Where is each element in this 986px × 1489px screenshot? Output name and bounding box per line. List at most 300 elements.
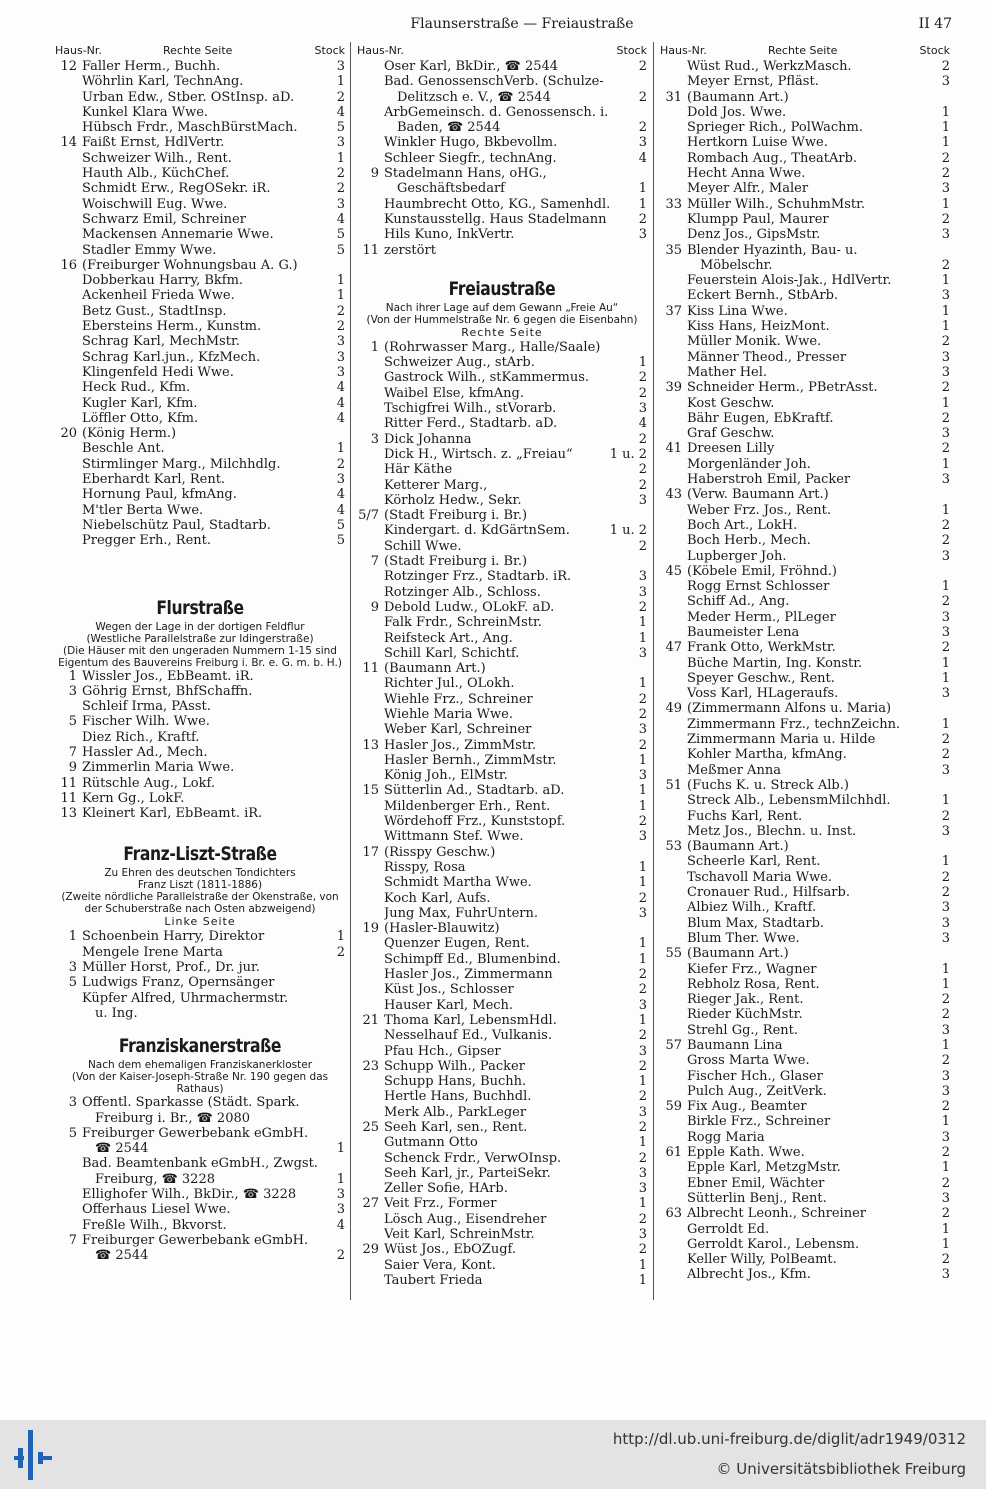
resident-name: u. Ing. xyxy=(95,1005,138,1021)
resident-name: (Hasler-Blauwitz) xyxy=(384,921,500,937)
resident-name: Rogg Maria xyxy=(687,1129,765,1145)
resident-name: Denz Jos., GipsMstr. xyxy=(687,227,821,243)
list-item xyxy=(357,906,647,921)
house-number: 41 xyxy=(665,441,682,457)
list-item xyxy=(55,1172,345,1187)
floor-number: 2 xyxy=(336,456,345,472)
list-item xyxy=(660,1114,950,1129)
list-item xyxy=(55,1126,345,1141)
house-number: 59 xyxy=(665,1099,682,1115)
list-item xyxy=(55,74,345,89)
resident-name: Rieger Jak., Rent. xyxy=(687,992,804,1008)
floor-number: 2 xyxy=(638,1058,647,1074)
resident-name: Schoenbein Harry, Direktor xyxy=(82,929,265,945)
resident-name: Schmidt Martha Wwe. xyxy=(384,875,532,891)
list-item xyxy=(357,936,647,951)
house-number: 57 xyxy=(665,1038,682,1053)
resident-name: Kiss Lina Wwe. xyxy=(687,303,788,319)
house-number: 43 xyxy=(665,487,682,503)
resident-name: Klingenfeld Hedi Wwe. xyxy=(82,364,234,380)
floor-number: 3 xyxy=(336,472,345,488)
floor-number: 3 xyxy=(638,584,647,600)
list-item xyxy=(660,671,950,686)
floor-number: 2 xyxy=(336,89,345,105)
list-item xyxy=(55,518,345,533)
footer-bar xyxy=(0,1420,986,1489)
resident-name: Delitzsch e. V., ☎ 2544 xyxy=(397,89,551,105)
floor-number: 3 xyxy=(638,829,647,845)
resident-name: Schweizer Wilh., Rent. xyxy=(82,150,232,166)
resident-name: (Köbele Emil, Fröhnd.) xyxy=(687,563,837,579)
list-item xyxy=(55,304,345,319)
resident-name: Fischer Wilh. Wwe. xyxy=(82,714,210,730)
list-item xyxy=(660,594,950,609)
list-item xyxy=(55,380,345,395)
floor-number: 3 xyxy=(638,401,647,417)
list-item xyxy=(357,569,647,584)
list-item xyxy=(660,90,950,105)
list-item xyxy=(55,181,345,196)
resident-name: Schweizer Aug., stArb. xyxy=(384,355,535,371)
house-number: 9 xyxy=(370,599,379,615)
list-item xyxy=(357,738,647,753)
floor-number: 3 xyxy=(638,1104,647,1120)
list-item xyxy=(55,806,345,821)
resident-name: Freiburg, ☎ 3228 xyxy=(95,1171,215,1187)
resident-name: ☎ 2544 xyxy=(95,1248,149,1264)
floor-number: 3 xyxy=(941,426,950,442)
floor-number: 2 xyxy=(336,181,345,197)
list-item xyxy=(55,288,345,303)
floor-number: 2 xyxy=(638,1028,647,1044)
house-number: 55 xyxy=(665,946,682,962)
resident-name: Speyer Geschw., Rent. xyxy=(687,670,835,686)
franz-liszt-list xyxy=(55,929,345,1021)
resident-name: Sütterlin Ad., Stadtarb. aD. xyxy=(384,783,565,799)
floor-number: 1 xyxy=(638,615,647,631)
street-note: Zu Ehren des deutschen Tondichters Franz Liszt (1811-1886) (Zweite nördliche Parallelstraße der Okenstraße, von der Schuberstraße nach Osten abzweigend) xyxy=(61,867,339,916)
resident-name: Öffentl. Sparkasse (Städt. Spark. xyxy=(82,1095,300,1111)
floor-number: 1 xyxy=(638,1012,647,1028)
resident-name: (Freiburger Wohnungsbau A. G.) xyxy=(82,257,298,273)
resident-name: Zimmermann Maria u. Hilde xyxy=(687,732,876,748)
floor-number: 1 xyxy=(941,961,950,977)
resident-name: Dobberkau Harry, Bkfm. xyxy=(82,273,244,289)
floor-number: 1 u. 2 xyxy=(609,446,647,462)
resident-name: (Baumann Art.) xyxy=(687,89,789,105)
list-item xyxy=(357,166,647,181)
floor-number: 1 xyxy=(638,783,647,799)
resident-name: Ketterer Marg., xyxy=(384,477,488,493)
resident-name: Morgenländer Joh. xyxy=(687,456,811,472)
floor-number: 2 xyxy=(638,599,647,615)
side-header: Rechte Seite xyxy=(163,44,233,57)
resident-name: zerstört xyxy=(384,242,436,258)
list-item xyxy=(357,120,647,135)
floor-number: 3 xyxy=(336,196,345,212)
list-item xyxy=(357,416,647,431)
list-item xyxy=(660,1099,950,1114)
resident-name: Nesselhauf Ed., Vulkanis. xyxy=(384,1028,552,1044)
house-number: 13 xyxy=(362,737,379,753)
floor-number: 1 xyxy=(336,929,345,945)
house-number: 33 xyxy=(665,196,682,212)
resident-name: Körholz Hedw., Sekr. xyxy=(384,492,522,508)
resident-name: Schrag Karl.jun., KfzMech. xyxy=(82,349,261,365)
house-number: 1 xyxy=(68,929,77,945)
column-header xyxy=(55,44,345,59)
house-number: 39 xyxy=(665,380,682,396)
resident-name: Beschle Ant. xyxy=(82,441,165,457)
list-item xyxy=(660,1191,950,1206)
resident-name: Weber Karl, Schreiner xyxy=(384,722,532,738)
resident-name: Eberhardt Karl, Rent. xyxy=(82,472,226,488)
resident-name: Hasler Bernh., ZimmMstr. xyxy=(384,752,557,768)
floor-number: 1 xyxy=(941,120,950,136)
list-item xyxy=(660,885,950,900)
resident-name: Zimmermann Frz., technZeichn. xyxy=(687,716,901,732)
floor-number: 4 xyxy=(638,416,647,432)
floor-number: 2 xyxy=(941,1007,950,1023)
resident-name: Weber Frz. Jos., Rent. xyxy=(687,502,832,518)
resident-name: Geschäftsbedarf xyxy=(397,181,505,197)
resident-name: Schwarz Emil, Schreiner xyxy=(82,211,246,227)
house-number: 3 xyxy=(370,431,379,447)
resident-name: Rebholz Rosa, Rent. xyxy=(687,976,820,992)
list-item xyxy=(660,1053,950,1068)
list-item xyxy=(55,503,345,518)
resident-name: (Stadt Freiburg i. Br.) xyxy=(384,554,528,570)
resident-name: Schiff Ad., Ang. xyxy=(687,594,790,610)
list-item xyxy=(357,90,647,105)
floor-number: 1 xyxy=(336,1171,345,1187)
house-number: 11 xyxy=(362,661,379,677)
list-item xyxy=(660,503,950,518)
list-item xyxy=(357,998,647,1013)
floor-number: 1 xyxy=(941,502,950,518)
floor-number: 1 xyxy=(638,936,647,952)
resident-name: Kleinert Karl, EbBeamt. iR. xyxy=(82,806,263,822)
floor-number: 1 xyxy=(941,319,950,335)
floor-number: 1 u. 2 xyxy=(609,523,647,539)
resident-name: Boch Art., LokH. xyxy=(687,517,798,533)
floor-number: 3 xyxy=(941,548,950,564)
page-header xyxy=(0,16,986,38)
list-item xyxy=(55,441,345,456)
list-item xyxy=(357,539,647,554)
floor-number: 3 xyxy=(941,1129,950,1145)
floor-number: 1 xyxy=(638,196,647,212)
list-item xyxy=(55,151,345,166)
house-number: 1 xyxy=(68,668,77,684)
list-item xyxy=(55,699,345,714)
resident-name: Strehl Gg., Rent. xyxy=(687,1022,799,1038)
house-number: 3 xyxy=(68,1095,77,1111)
house-number: 45 xyxy=(665,563,682,579)
floor-number: 3 xyxy=(336,334,345,350)
floor-number: 5 xyxy=(336,242,345,258)
resident-name: Saier Vera, Kont. xyxy=(384,1257,496,1273)
floor-number: 1 xyxy=(941,793,950,809)
list-item xyxy=(660,212,950,227)
list-item xyxy=(357,615,647,630)
resident-name: (Baumann Art.) xyxy=(687,839,789,855)
list-item xyxy=(660,916,950,931)
resident-name: Ackenheil Frieda Wwe. xyxy=(82,288,235,304)
list-item xyxy=(660,717,950,732)
resident-name: Haumbrecht Otto, KG., Samenhdl. xyxy=(384,196,611,212)
list-item xyxy=(357,860,647,875)
resident-name: Pfau Hch., Gipser xyxy=(384,1043,501,1059)
floor-number: 2 xyxy=(638,89,647,105)
resident-name: Scheerle Karl, Rent. xyxy=(687,854,821,870)
house-number: 1 xyxy=(370,339,379,355)
resident-name: Voss Karl, HLageraufs. xyxy=(687,686,839,702)
list-item xyxy=(660,74,950,89)
resident-name: Birkle Frz., Schreiner xyxy=(687,1114,831,1130)
street-title-franziskaner: Franziskanerstraße xyxy=(118,1035,282,1058)
floor-number: 2 xyxy=(941,59,950,74)
floor-number: 2 xyxy=(941,640,950,656)
list-item xyxy=(660,870,950,885)
resident-name: Pulch Aug., ZeitVerk. xyxy=(687,1083,827,1099)
resident-name: Feuerstein Alois-Jak., HdlVertr. xyxy=(687,273,892,289)
house-number: 16 xyxy=(60,257,77,273)
floor-number: 2 xyxy=(638,431,647,447)
floor-number: 2 xyxy=(941,1099,950,1115)
street-title-flurstrasse: Flurstraße xyxy=(156,596,244,619)
list-item xyxy=(55,1233,345,1248)
list-item xyxy=(660,1267,950,1282)
floor-number: 3 xyxy=(638,1043,647,1059)
list-item xyxy=(55,334,345,349)
floor-number: 2 xyxy=(336,944,345,960)
list-item xyxy=(55,166,345,181)
floor-number: 2 xyxy=(941,747,950,763)
floor-number: 2 xyxy=(638,706,647,722)
floor-number: 1 xyxy=(941,135,950,151)
resident-name: Frank Otto, WerkMstr. xyxy=(687,640,836,656)
floor-number: 1 xyxy=(336,1141,345,1157)
resident-name: Metz Jos., Blechn. u. Inst. xyxy=(687,823,857,839)
floor-number: 1 xyxy=(638,1135,647,1151)
column-divider xyxy=(350,42,351,1300)
list-item xyxy=(357,1028,647,1043)
street-note: Wegen der Lage in der dortigen Feldflur (Westliche Parallelstraße zur Idingerstraße) (Die Häuser mit den ungeraden Nummern 1-15 sind Eigentum des Bauvereins Freiburg i. Br. e. G. m. b. H.) xyxy=(58,620,342,669)
floor-number: 2 xyxy=(941,732,950,748)
floor-number: 3 xyxy=(638,997,647,1013)
list-item xyxy=(357,600,647,615)
resident-name: (Verw. Baumann Art.) xyxy=(687,487,829,503)
house-number: 35 xyxy=(665,242,682,258)
floor-number: 1 xyxy=(638,1257,647,1273)
floor-number: 2 xyxy=(941,410,950,426)
resident-name: Kern Gg., LokF. xyxy=(82,790,185,806)
resident-name: Schimpff Ed., Blumenbind. xyxy=(384,951,561,967)
flurstrasse-list xyxy=(55,669,345,822)
resident-name: Kiefer Frz., Wagner xyxy=(687,961,817,977)
resident-name: Här Käthe xyxy=(384,462,453,478)
resident-name: Blender Hyazinth, Bau- u. xyxy=(687,242,858,258)
house-number: 25 xyxy=(362,1120,379,1135)
floor-number: 2 xyxy=(941,808,950,824)
resident-name: Ludwigs Franz, Opernsänger xyxy=(82,975,275,991)
list-item xyxy=(660,1237,950,1252)
floor-number: 1 xyxy=(941,579,950,595)
column-3 xyxy=(660,44,950,1283)
resident-name: Müller Wilh., SchuhmMstr. xyxy=(687,196,866,212)
resident-name: Schill Wwe. xyxy=(384,538,462,554)
list-item xyxy=(660,992,950,1007)
floor-number: 2 xyxy=(638,211,647,227)
resident-name: Boch Herb., Mech. xyxy=(687,533,811,549)
list-item xyxy=(660,411,950,426)
list-item xyxy=(357,447,647,462)
resident-name: Schupp Wilh., Packer xyxy=(384,1058,525,1074)
resident-name: Freiburger Gewerbebank eGmbH. xyxy=(82,1232,309,1248)
floor-number: 1 xyxy=(638,1196,647,1212)
house-number: 63 xyxy=(665,1206,682,1222)
source-link[interactable]: http://dl.ub.uni-freiburg.de/diglit/adr1949/0312 xyxy=(612,1430,966,1448)
list-item xyxy=(55,1156,345,1171)
list-item xyxy=(357,692,647,707)
floor-number: 3 xyxy=(638,1181,647,1197)
floor-number: 2 xyxy=(638,370,647,386)
floor-number: 4 xyxy=(336,380,345,396)
resident-name: Keller Willy, PolBeamt. xyxy=(687,1252,837,1268)
list-item xyxy=(357,845,647,860)
floor-number: 1 xyxy=(638,951,647,967)
list-item xyxy=(357,151,647,166)
resident-name: Offerhaus Liesel Wwe. xyxy=(82,1202,231,1218)
side-header: Rechte Seite xyxy=(768,44,838,57)
floor-number: 3 xyxy=(941,364,950,380)
floor-number: 5 xyxy=(336,533,345,549)
copyright-text: © Universitätsbibliothek Freiburg xyxy=(716,1460,966,1478)
list-item xyxy=(660,1069,950,1084)
house-number: 7 xyxy=(370,554,379,570)
resident-name: Dreesen Lilly xyxy=(687,441,775,457)
floor-number: 1 xyxy=(941,196,950,212)
list-item xyxy=(357,952,647,967)
house-number: 9 xyxy=(68,760,77,776)
floor-number: 3 xyxy=(941,930,950,946)
floor-number: 3 xyxy=(941,624,950,640)
house-number: 53 xyxy=(665,839,682,855)
list-item xyxy=(357,508,647,523)
list-item xyxy=(55,273,345,288)
list-item xyxy=(660,227,950,242)
list-item xyxy=(357,59,647,74)
list-item xyxy=(660,946,950,961)
list-item xyxy=(357,243,647,258)
resident-name: (Baumann Art.) xyxy=(687,946,789,962)
list-item xyxy=(357,340,647,355)
floor-number: 1 xyxy=(336,74,345,90)
list-item xyxy=(660,931,950,946)
list-item xyxy=(660,1206,950,1221)
list-item xyxy=(357,135,647,150)
list-item xyxy=(55,975,345,990)
street-title-freiaustrasse: Freiaustraße xyxy=(448,277,556,300)
list-item xyxy=(357,493,647,508)
list-item xyxy=(357,661,647,676)
list-item xyxy=(357,982,647,997)
resident-name: Bad. Beamtenbank eGmbH., Zwgst. xyxy=(82,1156,318,1172)
floor-header: Stock xyxy=(314,44,345,57)
floor-number: 2 xyxy=(638,462,647,478)
list-item xyxy=(55,730,345,745)
floor-number: 3 xyxy=(638,1165,647,1181)
resident-name: Mather Hel. xyxy=(687,364,768,380)
floor-number: 4 xyxy=(336,1217,345,1233)
house-number: 47 xyxy=(665,640,682,656)
list-item xyxy=(55,258,345,273)
resident-name: Kindergart. d. KdGärtnSem. xyxy=(384,523,570,539)
resident-name: König Joh., ElMstr. xyxy=(384,768,508,784)
list-item xyxy=(660,441,950,456)
resident-name: Gerroldt Karol., Lebensm. xyxy=(687,1236,860,1252)
list-item xyxy=(660,962,950,977)
list-item xyxy=(660,900,950,915)
floor-number: 1 xyxy=(941,854,950,870)
resident-name: Debold Ludw., OLokF. aD. xyxy=(384,599,555,615)
floor-number: 3 xyxy=(941,762,950,778)
list-item xyxy=(55,1006,345,1021)
list-item xyxy=(357,197,647,212)
floor-number: 1 xyxy=(638,676,647,692)
resident-name: Blum Ther. Wwe. xyxy=(687,930,800,946)
list-item xyxy=(357,1258,647,1273)
floor-number: 3 xyxy=(638,492,647,508)
list-item xyxy=(55,1187,345,1202)
floor-number: 3 xyxy=(941,609,950,625)
list-item xyxy=(660,839,950,854)
floor-header: Stock xyxy=(919,44,950,57)
resident-name: Pregger Erh., Rent. xyxy=(82,533,212,549)
floor-number: 1 xyxy=(336,273,345,289)
floor-number: 3 xyxy=(336,59,345,74)
list-item xyxy=(55,669,345,684)
list-item xyxy=(660,824,950,839)
resident-name: (Risspy Geschw.) xyxy=(384,844,496,860)
resident-name: Sütterlin Benj., Rent. xyxy=(687,1190,827,1206)
floor-number: 2 xyxy=(941,533,950,549)
list-item xyxy=(357,1227,647,1242)
house-number-header: Haus-Nr. xyxy=(357,44,404,57)
list-item xyxy=(357,401,647,416)
resident-name: Meßmer Anna xyxy=(687,762,781,778)
resident-name: Hasler Jos., ZimmMstr. xyxy=(384,737,537,753)
resident-name: Schenck Frdr., VerwOInsp. xyxy=(384,1150,562,1166)
resident-name: Zimmerlin Maria Wwe. xyxy=(82,760,235,776)
list-item xyxy=(55,472,345,487)
resident-name: Taubert Frieda xyxy=(384,1272,483,1288)
floor-number: 3 xyxy=(941,1068,950,1084)
list-item xyxy=(660,625,950,640)
list-item xyxy=(357,432,647,447)
list-item xyxy=(660,1222,950,1237)
list-item xyxy=(55,714,345,729)
list-item xyxy=(660,1145,950,1160)
resident-name: Mackensen Annemarie Wwe. xyxy=(82,227,274,243)
floor-number: 1 xyxy=(638,630,647,646)
floor-number: 2 xyxy=(638,967,647,983)
resident-name: Veit Karl, SchreinMstr. xyxy=(384,1227,535,1243)
floor-number: 3 xyxy=(638,768,647,784)
house-number: 11 xyxy=(60,775,77,791)
franziskaner-list xyxy=(55,1095,345,1263)
